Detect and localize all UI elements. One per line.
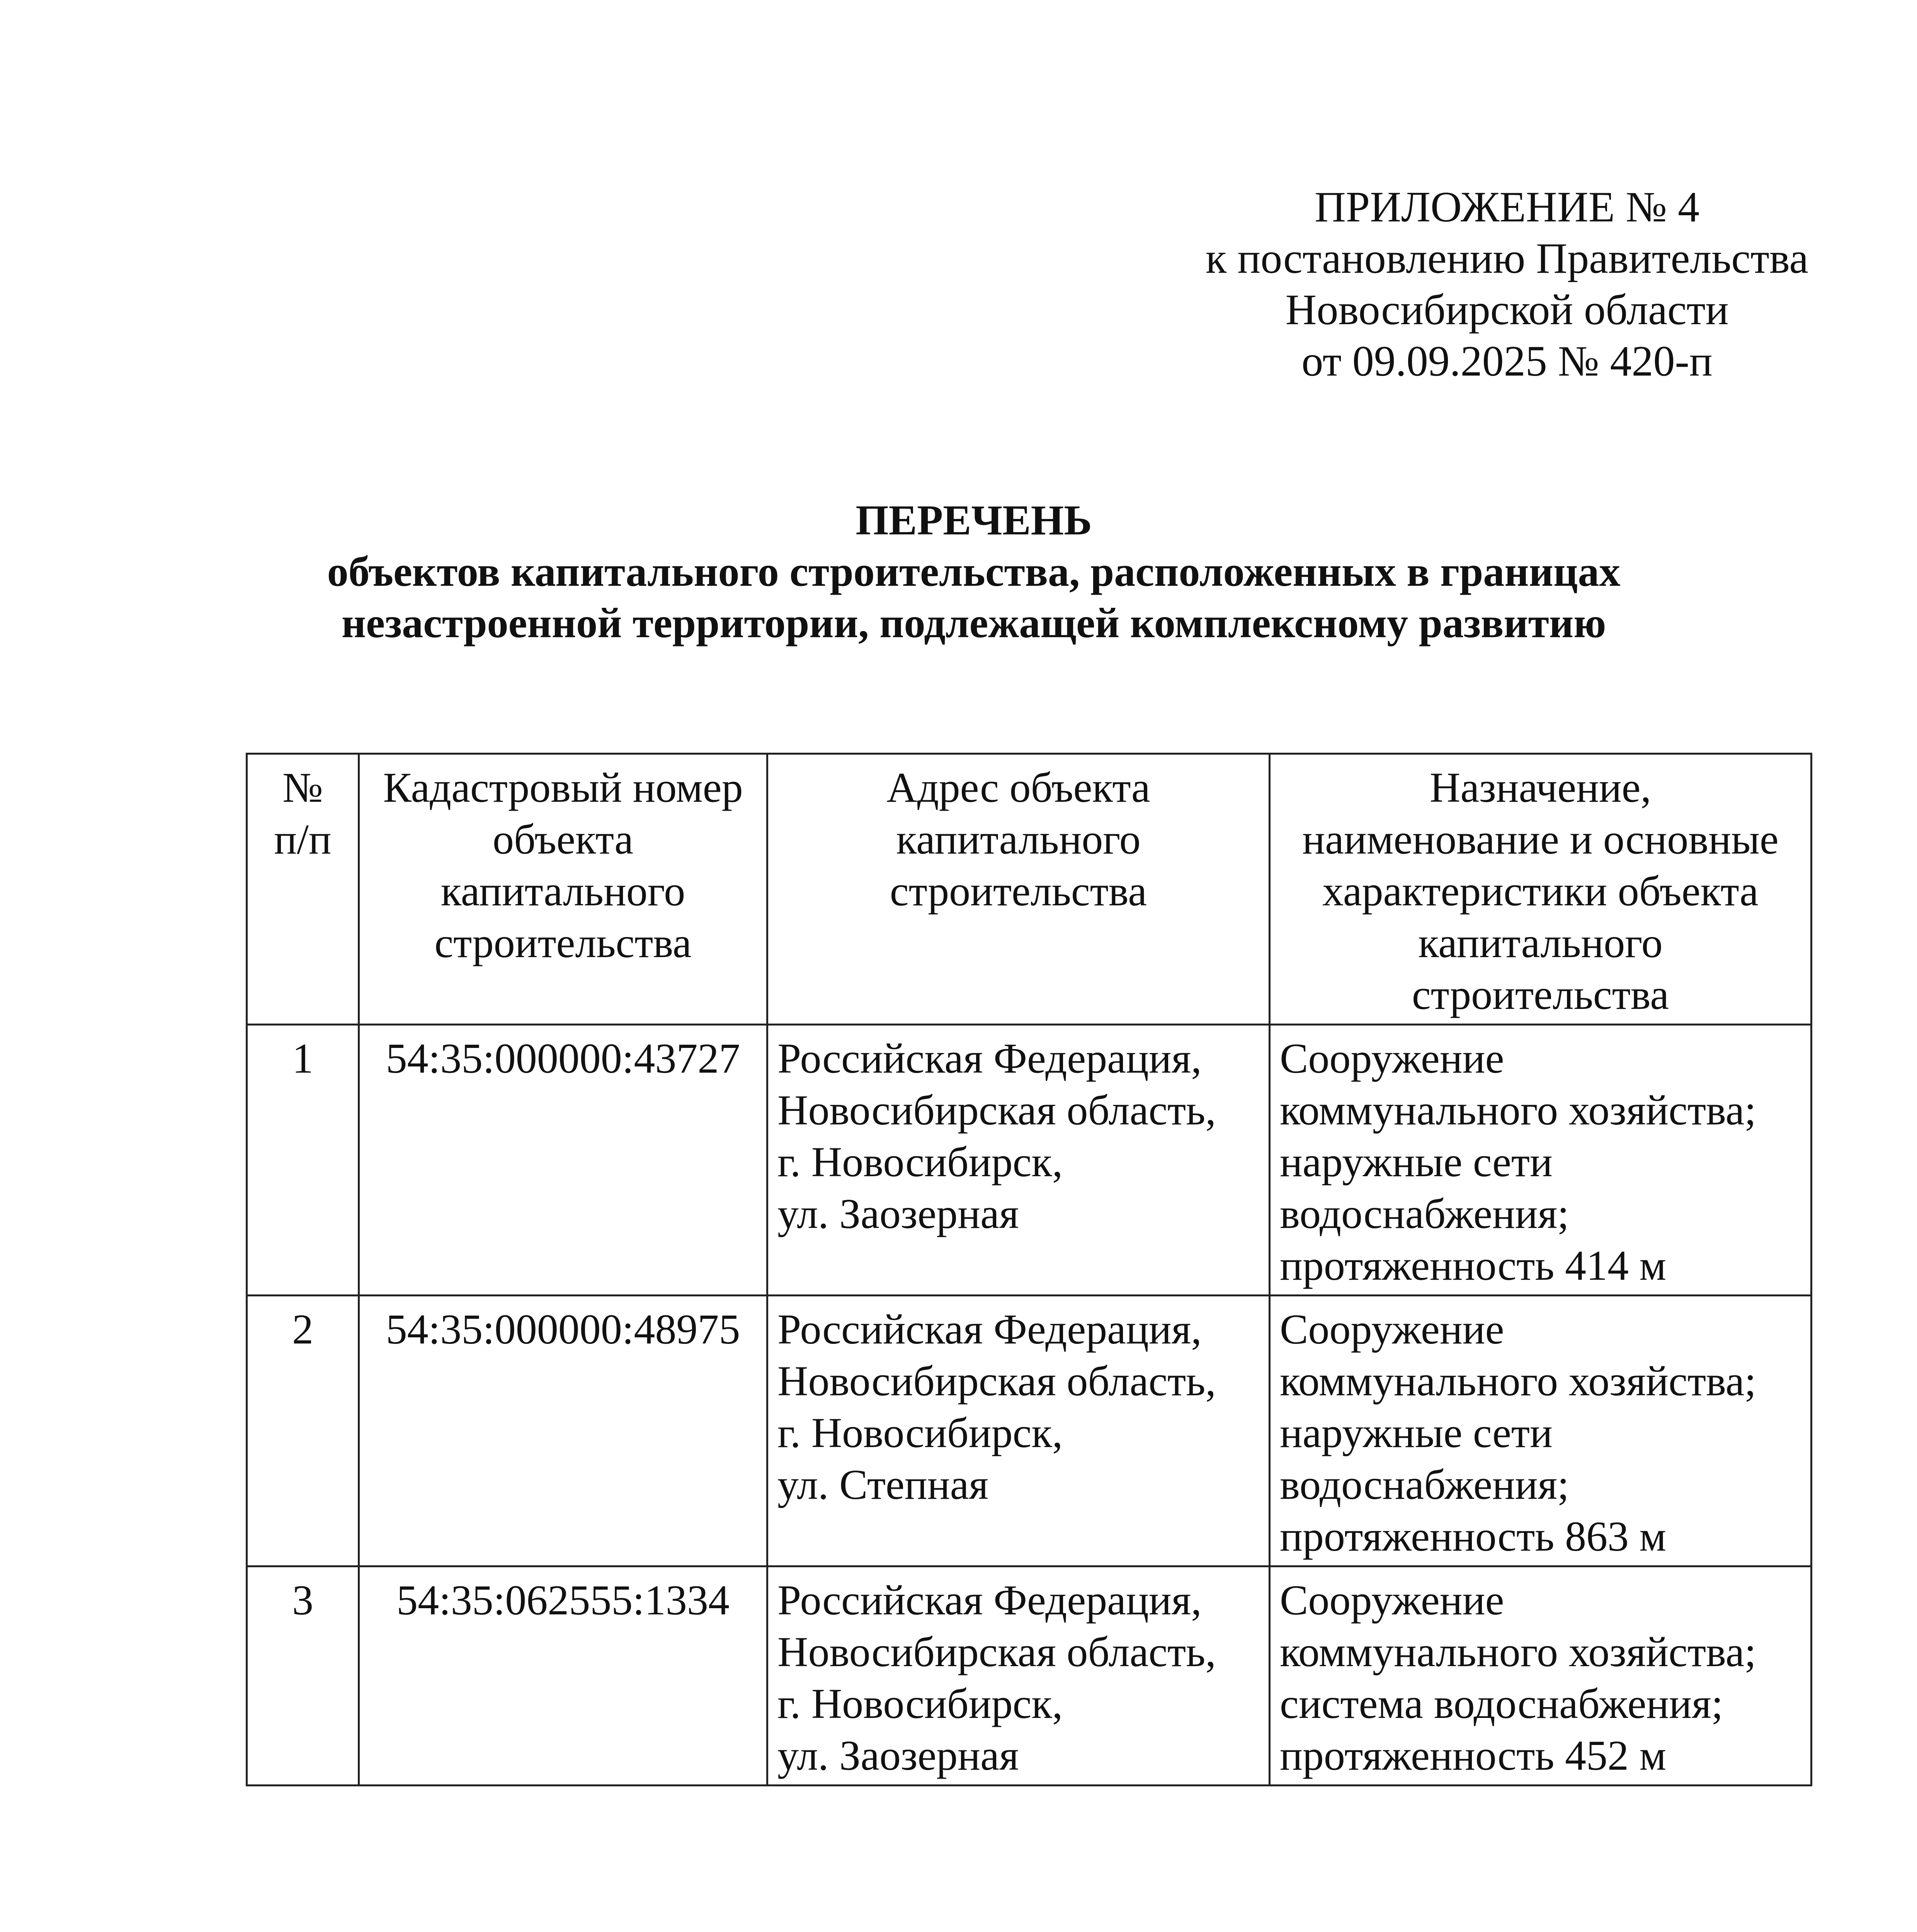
header-num bbox=[247, 754, 359, 1025]
appendix-title: ПРИЛОЖЕНИЕ № 4 bbox=[1315, 183, 1699, 231]
header-purpose bbox=[1270, 754, 1812, 1025]
header-cadastral-line: Кадастровый номер bbox=[383, 764, 743, 811]
header-purpose-line: наименование и основные bbox=[1302, 816, 1779, 863]
address-line: г. Новосибирск, bbox=[777, 1138, 1063, 1185]
purpose-line: водоснабжения; bbox=[1280, 1461, 1569, 1508]
header-cadastral-line: капитального bbox=[441, 867, 685, 915]
document-heading bbox=[232, 495, 1716, 649]
purpose-line: коммунального хозяйства; bbox=[1280, 1628, 1756, 1675]
header-cadastral bbox=[359, 754, 767, 1025]
address-line: Новосибирская область, bbox=[777, 1628, 1216, 1675]
header-purpose-line: строительства bbox=[1412, 971, 1669, 1018]
row-number: 1 bbox=[247, 1025, 359, 1296]
appendix-line-1: к постановлению Правительства bbox=[1205, 235, 1809, 282]
header-cadastral-line: объекта bbox=[492, 816, 634, 863]
purpose-line: коммунального хозяйства; bbox=[1280, 1087, 1756, 1134]
purpose-line: коммунального хозяйства; bbox=[1280, 1357, 1756, 1405]
address-line: Новосибирская область, bbox=[777, 1087, 1216, 1134]
cadastral-number: 54:35:000000:43727 bbox=[359, 1025, 767, 1296]
purpose-line: Сооружение bbox=[1280, 1577, 1504, 1624]
table-row bbox=[247, 1296, 1812, 1566]
address-line: Российская Федерация, bbox=[777, 1577, 1202, 1624]
table-header-row bbox=[247, 754, 1812, 1025]
header-address-line: капитального bbox=[896, 816, 1141, 863]
purpose-line: наружные сети bbox=[1280, 1138, 1553, 1185]
cadastral-number: 54:35:062555:1334 bbox=[359, 1566, 767, 1786]
object-address bbox=[767, 1025, 1270, 1296]
heading-title: ПЕРЕЧЕНЬ bbox=[856, 497, 1092, 544]
purpose-line: протяженность 414 м bbox=[1280, 1242, 1667, 1289]
address-line: Российская Федерация, bbox=[777, 1306, 1202, 1353]
purpose-line: Сооружение bbox=[1280, 1035, 1504, 1082]
header-num-line: № bbox=[282, 764, 323, 811]
header-purpose-line: Назначение, bbox=[1429, 764, 1652, 811]
appendix-date-number: от 09.09.2025 № 420-п bbox=[1301, 337, 1713, 385]
cadastral-number: 54:35:000000:48975 bbox=[359, 1296, 767, 1566]
object-purpose bbox=[1270, 1296, 1812, 1566]
row-number: 3 bbox=[247, 1566, 359, 1786]
header-purpose-line: характеристики объекта bbox=[1322, 867, 1759, 915]
appendix-block bbox=[1155, 182, 1859, 387]
object-address bbox=[767, 1566, 1270, 1786]
object-purpose bbox=[1270, 1025, 1812, 1296]
objects-table bbox=[246, 753, 1812, 1786]
address-line: ул. Степная bbox=[777, 1461, 989, 1508]
purpose-line: протяженность 452 м bbox=[1280, 1732, 1667, 1779]
row-number: 2 bbox=[247, 1296, 359, 1566]
address-line: ул. Заозерная bbox=[777, 1732, 1019, 1779]
address-line: Российская Федерация, bbox=[777, 1035, 1202, 1082]
table-row bbox=[247, 1025, 1812, 1296]
header-address bbox=[767, 754, 1270, 1025]
purpose-line: система водоснабжения; bbox=[1280, 1680, 1723, 1727]
purpose-line: водоснабжения; bbox=[1280, 1190, 1569, 1237]
heading-line-1: объектов капитального строительства, расположенных в границах bbox=[327, 548, 1621, 595]
header-cadastral-line: строительства bbox=[434, 919, 692, 966]
header-address-line: Адрес объекта bbox=[886, 764, 1150, 811]
header-purpose-line: капитального bbox=[1418, 919, 1663, 966]
table-row bbox=[247, 1566, 1812, 1786]
address-line: Новосибирская область, bbox=[777, 1357, 1216, 1405]
appendix-line-2: Новосибирской области bbox=[1285, 286, 1729, 334]
header-address-line: строительства bbox=[890, 867, 1147, 915]
purpose-line: наружные сети bbox=[1280, 1409, 1553, 1456]
object-address bbox=[767, 1296, 1270, 1566]
address-line: г. Новосибирск, bbox=[777, 1409, 1063, 1456]
address-line: ул. Заозерная bbox=[777, 1190, 1019, 1237]
heading-line-2: незастроенной территории, подлежащей комплексному развитию bbox=[341, 599, 1606, 646]
address-line: г. Новосибирск, bbox=[777, 1680, 1063, 1727]
purpose-line: протяженность 863 м bbox=[1280, 1513, 1667, 1560]
purpose-line: Сооружение bbox=[1280, 1306, 1504, 1353]
object-purpose bbox=[1270, 1566, 1812, 1786]
header-num-line: п/п bbox=[274, 816, 332, 863]
